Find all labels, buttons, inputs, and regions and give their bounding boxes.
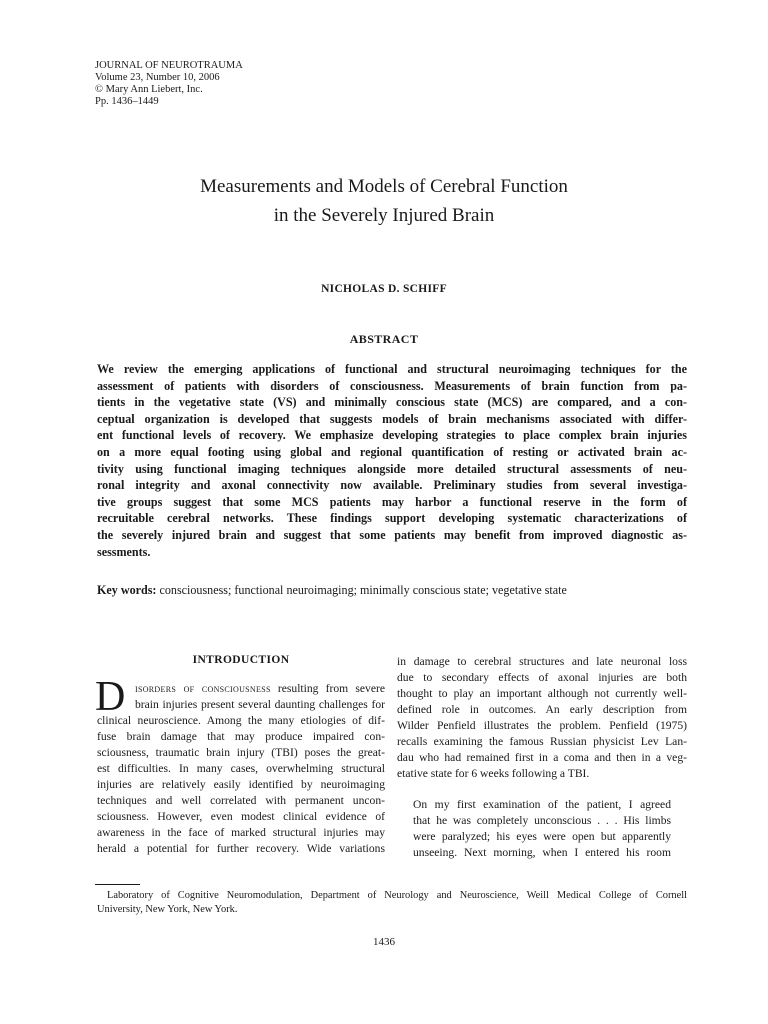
journal-copyright: © Mary Ann Liebert, Inc. [95, 84, 203, 95]
intro-line: clinical neuroscience. Among the many etiologies of dif- [97, 714, 385, 727]
intro-line: est difficulties. In many cases, overwhelming structural [97, 762, 385, 775]
intro-line: sciousness. However, even modest clinical evidence of [97, 810, 385, 823]
article-author: NICHOLAS D. SCHIFF [321, 283, 447, 295]
abstract-line: the severely injured brain and suggest that some patients may benefit from improved diagnostic as- [97, 527, 687, 542]
quote-line: On my first examination of the patient, I agreed [413, 798, 671, 811]
introduction-heading: INTRODUCTION [192, 654, 290, 666]
block-quote [413, 797, 671, 861]
dropcap-paragraph-start [95, 674, 385, 720]
page-number: 1436 [373, 936, 395, 948]
abstract-line: sessments. [97, 544, 151, 559]
journal-header [95, 60, 243, 108]
keywords-text: consciousness; functional neuroimaging; minimally conscious state; vegetative state [159, 583, 567, 597]
intro-line: brain injuries present several daunting challenges for [135, 698, 385, 711]
intro-line [97, 681, 385, 697]
keywords-label: Key words: [97, 583, 157, 597]
abstract-line: ceptual organization is developed that suggests models of brain mechanisms associated with differ- [97, 411, 687, 426]
quote-line: were paralyzed; his eyes were open but apparently [413, 830, 671, 843]
article-title-line-1: Measurements and Models of Cerebral Function [200, 176, 568, 197]
intro-line: sciousness, traumatic brain injury (TBI) poses the great- [97, 746, 385, 759]
intro-line: fuse brain damage that may produce impaired con- [97, 730, 385, 743]
footnote-line-1: Laboratory of Cognitive Neuromodulation, Department of Neurology and Neuroscience, Weill Medical College of Cornell [107, 890, 687, 901]
intro-smallcaps-lead: isorders of consciousness [135, 682, 271, 695]
abstract-line: tive groups suggest that some MCS patients may harbor a functional reserve in the form of [97, 494, 687, 509]
introduction-body [95, 674, 385, 857]
right-column-line: in damage to cerebral structures and late neuronal loss [397, 655, 687, 668]
abstract-heading: ABSTRACT [349, 332, 419, 346]
keywords [97, 583, 567, 598]
right-column-line: etative state for 6 weeks following a TBI. [397, 767, 590, 780]
abstract-line: ronal integrity and axonal connectivity now available. Preliminary studies from several investiga- [97, 478, 687, 493]
right-column [397, 654, 687, 782]
intro-line: herald a potential for further recovery. Wide variations [97, 842, 385, 855]
abstract-line: assessment of patients with disorders of consciousness. Measurements of brain function from pa- [97, 378, 687, 393]
abstract-line: on a more equal footing using global and regional quantification of resting or activated brain ac- [97, 444, 687, 459]
abstract-line: tivity using functional imaging techniques alongside more detailed structural assessments of neu- [97, 461, 687, 476]
abstract-line: We review the emerging applications of functional and structural neuroimaging techniques for the [97, 362, 687, 376]
article-title-line-2: in the Severely Injured Brain [273, 205, 495, 226]
right-column-line: dau who had remained first in a coma and then in a veg- [397, 751, 687, 764]
right-column-line: due to secondary effects of axonal injuries are both [397, 671, 687, 684]
article-title [0, 172, 768, 230]
intro-line: awareness in the face of marked structural injuries may [97, 826, 385, 839]
abstract-body [97, 361, 687, 560]
intro-line: techniques and well correlated with permanent uncon- [97, 794, 385, 807]
footnote-rule [95, 884, 140, 885]
dropcap-letter: D [95, 674, 126, 720]
right-column-line: recalls examining the famous Russian physicist Lev Lan- [397, 735, 687, 748]
journal-pages: Pp. 1436–1449 [95, 96, 159, 107]
quote-line: unseeing. Next morning, when I entered his room [413, 846, 671, 859]
journal-volume: Volume 23, Number 10, 2006 [95, 72, 220, 83]
right-column-line: thought to play an important although not currently well- [397, 687, 687, 700]
intro-line: injuries are relatively easily identified by neuroimaging [97, 778, 385, 791]
abstract-line: recruitable cerebral networks. These findings support developing systematic characterizations of [97, 511, 687, 526]
journal-name: JOURNAL OF NEUROTRAUMA [95, 60, 243, 71]
right-column-line: Wilder Penfield illustrates the problem. Penfield (1975) [397, 719, 687, 732]
intro-line-1-rest: resulting from severe [270, 682, 385, 695]
footnote [97, 889, 687, 917]
abstract-line: tients in the vegetative state (VS) and minimally conscious state (MCS) are compared, and a con- [97, 395, 687, 410]
footnote-line-2: University, New York, New York. [97, 904, 238, 915]
right-column-line: defined role in outcomes. An early description from [397, 703, 687, 716]
abstract-line: ent functional levels of recovery. We emphasize developing strategies to place complex brain injuries [97, 428, 687, 443]
quote-line: that he was completely unconscious . . . His limbs [413, 814, 671, 827]
left-column [97, 654, 385, 857]
